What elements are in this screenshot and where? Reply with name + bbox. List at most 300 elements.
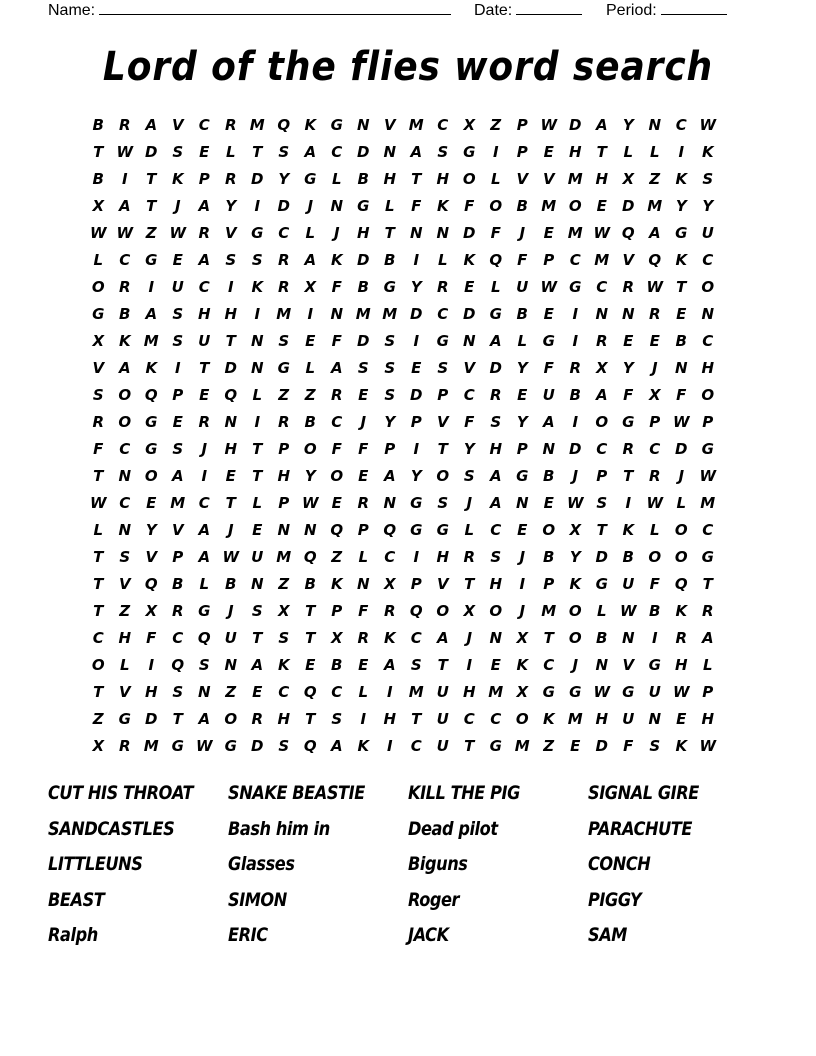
- grid-letter[interactable]: L: [358, 683, 369, 701]
- grid-letter[interactable]: Q: [303, 548, 317, 566]
- grid-letter[interactable]: R: [595, 332, 608, 350]
- grid-letter[interactable]: E: [464, 278, 475, 296]
- grid-letter[interactable]: O: [674, 548, 688, 566]
- grid-letter[interactable]: L: [358, 548, 369, 566]
- grid-letter[interactable]: H: [277, 710, 291, 728]
- grid-letter[interactable]: M: [594, 251, 610, 269]
- grid-letter[interactable]: N: [436, 224, 450, 242]
- grid-letter[interactable]: I: [148, 656, 155, 674]
- grid-letter[interactable]: E: [676, 305, 687, 323]
- grid-letter[interactable]: O: [568, 197, 582, 215]
- grid-letter[interactable]: S: [251, 251, 263, 269]
- grid-letter[interactable]: X: [145, 602, 158, 620]
- grid-letter[interactable]: U: [251, 548, 264, 566]
- grid-letter[interactable]: A: [595, 386, 608, 404]
- grid-letter[interactable]: A: [436, 629, 449, 647]
- grid-letter[interactable]: K: [251, 278, 264, 296]
- grid-letter[interactable]: C: [172, 629, 184, 647]
- grid-letter[interactable]: W: [169, 224, 187, 242]
- grid-letter[interactable]: Q: [144, 575, 158, 593]
- grid-letter[interactable]: I: [519, 575, 526, 593]
- grid-letter[interactable]: L: [252, 494, 263, 512]
- grid-letter[interactable]: V: [92, 359, 105, 377]
- grid-letter[interactable]: G: [330, 116, 343, 134]
- grid-letter[interactable]: E: [172, 251, 183, 269]
- grid-letter[interactable]: H: [224, 440, 238, 458]
- grid-letter[interactable]: J: [466, 494, 473, 512]
- grid-letter[interactable]: R: [569, 359, 582, 377]
- grid-letter[interactable]: H: [462, 683, 476, 701]
- grid-letter[interactable]: R: [622, 440, 635, 458]
- grid-letter[interactable]: S: [278, 143, 290, 161]
- date-field[interactable]: [474, 0, 582, 20]
- grid-letter[interactable]: A: [595, 116, 608, 134]
- grid-letter[interactable]: O: [118, 413, 132, 431]
- grid-letter[interactable]: B: [304, 413, 316, 431]
- grid-letter[interactable]: V: [118, 575, 131, 593]
- grid-letter[interactable]: G: [251, 224, 264, 242]
- grid-letter[interactable]: I: [386, 737, 393, 755]
- grid-letter[interactable]: P: [172, 386, 184, 404]
- grid-letter[interactable]: C: [119, 440, 131, 458]
- grid-letter[interactable]: Y: [702, 197, 714, 215]
- grid-letter[interactable]: V: [171, 521, 184, 539]
- grid-letter[interactable]: V: [436, 575, 449, 593]
- grid-letter[interactable]: R: [675, 629, 688, 647]
- grid-letter[interactable]: L: [119, 656, 130, 674]
- grid-letter[interactable]: N: [621, 305, 635, 323]
- grid-letter[interactable]: N: [409, 224, 423, 242]
- grid-letter[interactable]: V: [542, 170, 555, 188]
- grid-letter[interactable]: B: [92, 170, 104, 188]
- grid-letter[interactable]: J: [201, 440, 208, 458]
- grid-letter[interactable]: N: [224, 413, 238, 431]
- grid-letter[interactable]: E: [411, 359, 422, 377]
- grid-letter[interactable]: E: [543, 143, 554, 161]
- grid-letter[interactable]: A: [171, 467, 184, 485]
- grid-letter[interactable]: A: [542, 413, 555, 431]
- grid-letter[interactable]: V: [622, 656, 635, 674]
- grid-letter[interactable]: Q: [383, 521, 397, 539]
- grid-letter[interactable]: M: [700, 494, 716, 512]
- grid-letter[interactable]: C: [198, 494, 210, 512]
- grid-letter[interactable]: T: [411, 710, 422, 728]
- grid-letter[interactable]: P: [172, 548, 184, 566]
- grid-letter[interactable]: I: [254, 413, 261, 431]
- grid-letter[interactable]: G: [622, 683, 635, 701]
- grid-letter[interactable]: S: [198, 656, 210, 674]
- grid-letter[interactable]: N: [303, 521, 317, 539]
- grid-letter[interactable]: K: [516, 656, 529, 674]
- grid-letter[interactable]: M: [276, 548, 292, 566]
- grid-letter[interactable]: T: [543, 629, 554, 647]
- grid-letter[interactable]: A: [330, 359, 343, 377]
- grid-letter[interactable]: X: [595, 359, 608, 377]
- grid-letter[interactable]: Z: [145, 224, 157, 242]
- grid-letter[interactable]: O: [648, 548, 662, 566]
- grid-letter[interactable]: B: [357, 278, 369, 296]
- grid-letter[interactable]: M: [567, 224, 583, 242]
- grid-letter[interactable]: N: [330, 197, 344, 215]
- grid-letter[interactable]: P: [702, 683, 714, 701]
- grid-letter[interactable]: Y: [384, 413, 396, 431]
- grid-letter[interactable]: H: [144, 683, 158, 701]
- grid-letter[interactable]: R: [171, 602, 184, 620]
- grid-letter[interactable]: C: [596, 278, 608, 296]
- grid-letter[interactable]: A: [489, 467, 502, 485]
- grid-letter[interactable]: B: [596, 629, 608, 647]
- grid-letter[interactable]: B: [675, 332, 687, 350]
- grid-letter[interactable]: V: [118, 683, 131, 701]
- grid-letter[interactable]: I: [651, 629, 658, 647]
- grid-letter[interactable]: R: [118, 278, 131, 296]
- grid-letter[interactable]: I: [572, 305, 579, 323]
- grid-letter[interactable]: E: [146, 494, 157, 512]
- grid-letter[interactable]: D: [622, 197, 635, 215]
- grid-letter[interactable]: D: [357, 143, 370, 161]
- grid-letter[interactable]: O: [118, 386, 132, 404]
- grid-letter[interactable]: O: [462, 170, 476, 188]
- grid-letter[interactable]: P: [198, 170, 210, 188]
- grid-letter[interactable]: K: [542, 710, 555, 728]
- grid-letter[interactable]: G: [648, 656, 661, 674]
- grid-letter[interactable]: J: [519, 548, 526, 566]
- grid-letter[interactable]: G: [701, 548, 714, 566]
- grid-letter[interactable]: K: [436, 197, 449, 215]
- grid-letter[interactable]: R: [277, 413, 290, 431]
- grid-letter[interactable]: K: [277, 656, 290, 674]
- grid-letter[interactable]: F: [517, 251, 528, 269]
- grid-letter[interactable]: S: [384, 386, 396, 404]
- grid-letter[interactable]: X: [516, 629, 529, 647]
- grid-letter[interactable]: R: [463, 548, 476, 566]
- grid-letter[interactable]: I: [492, 143, 499, 161]
- grid-letter[interactable]: L: [490, 170, 501, 188]
- grid-letter[interactable]: C: [331, 683, 343, 701]
- grid-letter[interactable]: F: [358, 440, 369, 458]
- grid-letter[interactable]: W: [672, 683, 690, 701]
- grid-letter[interactable]: S: [437, 143, 449, 161]
- grid-letter[interactable]: A: [118, 359, 131, 377]
- grid-letter[interactable]: V: [383, 116, 396, 134]
- grid-letter[interactable]: A: [145, 305, 158, 323]
- grid-letter[interactable]: M: [541, 197, 557, 215]
- grid-letter[interactable]: E: [623, 332, 634, 350]
- grid-letter[interactable]: Z: [304, 386, 316, 404]
- grid-letter[interactable]: F: [331, 278, 342, 296]
- grid-letter[interactable]: W: [672, 413, 690, 431]
- grid-letter[interactable]: J: [572, 656, 579, 674]
- grid-letter[interactable]: A: [304, 143, 317, 161]
- grid-letter[interactable]: N: [383, 143, 397, 161]
- grid-letter[interactable]: T: [437, 656, 448, 674]
- grid-letter[interactable]: I: [466, 656, 473, 674]
- grid-letter[interactable]: U: [436, 737, 449, 755]
- grid-letter[interactable]: A: [145, 116, 158, 134]
- grid-letter[interactable]: F: [464, 197, 475, 215]
- grid-letter[interactable]: T: [384, 224, 395, 242]
- grid-letter[interactable]: R: [251, 710, 264, 728]
- grid-letter[interactable]: G: [410, 494, 423, 512]
- grid-letter[interactable]: H: [436, 548, 450, 566]
- grid-letter[interactable]: J: [227, 602, 234, 620]
- grid-letter[interactable]: W: [116, 224, 134, 242]
- grid-letter[interactable]: E: [517, 386, 528, 404]
- grid-letter[interactable]: K: [463, 251, 476, 269]
- grid-letter[interactable]: F: [411, 197, 422, 215]
- grid-letter[interactable]: E: [543, 494, 554, 512]
- grid-letter[interactable]: S: [649, 737, 661, 755]
- grid-letter[interactable]: G: [489, 737, 502, 755]
- grid-letter[interactable]: B: [569, 386, 581, 404]
- grid-letter[interactable]: K: [171, 170, 184, 188]
- grid-letter[interactable]: F: [146, 629, 157, 647]
- grid-letter[interactable]: A: [648, 224, 661, 242]
- grid-letter[interactable]: R: [648, 467, 661, 485]
- grid-letter[interactable]: R: [224, 116, 237, 134]
- grid-letter[interactable]: P: [410, 575, 422, 593]
- grid-letter[interactable]: N: [648, 710, 662, 728]
- grid-letter[interactable]: T: [305, 710, 316, 728]
- grid-letter[interactable]: T: [252, 629, 263, 647]
- grid-letter[interactable]: R: [436, 278, 449, 296]
- grid-letter[interactable]: Z: [119, 602, 131, 620]
- grid-letter[interactable]: I: [413, 440, 420, 458]
- grid-letter[interactable]: R: [357, 629, 370, 647]
- grid-letter[interactable]: F: [358, 602, 369, 620]
- grid-letter[interactable]: O: [489, 602, 503, 620]
- grid-letter[interactable]: Q: [171, 656, 185, 674]
- grid-letter[interactable]: O: [568, 629, 582, 647]
- grid-letter[interactable]: G: [304, 170, 317, 188]
- grid-letter[interactable]: Q: [197, 629, 211, 647]
- grid-letter[interactable]: U: [648, 683, 661, 701]
- grid-letter[interactable]: O: [436, 602, 450, 620]
- grid-letter[interactable]: W: [646, 494, 664, 512]
- grid-letter[interactable]: X: [569, 521, 582, 539]
- grid-letter[interactable]: H: [489, 440, 503, 458]
- grid-letter[interactable]: C: [649, 440, 661, 458]
- grid-letter[interactable]: Q: [303, 683, 317, 701]
- grid-letter[interactable]: U: [701, 224, 714, 242]
- grid-letter[interactable]: L: [305, 224, 316, 242]
- grid-letter[interactable]: G: [383, 278, 396, 296]
- grid-letter[interactable]: S: [251, 602, 263, 620]
- grid-letter[interactable]: S: [119, 548, 131, 566]
- grid-letter[interactable]: E: [358, 386, 369, 404]
- grid-letter[interactable]: T: [596, 143, 607, 161]
- grid-letter[interactable]: D: [145, 710, 158, 728]
- grid-letter[interactable]: N: [515, 494, 529, 512]
- grid-letter[interactable]: D: [277, 197, 290, 215]
- grid-letter[interactable]: L: [517, 332, 528, 350]
- grid-letter[interactable]: Z: [649, 170, 661, 188]
- grid-letter[interactable]: K: [145, 359, 158, 377]
- grid-letter[interactable]: T: [252, 440, 263, 458]
- grid-letter[interactable]: T: [93, 683, 104, 701]
- grid-letter[interactable]: M: [355, 305, 371, 323]
- grid-letter[interactable]: T: [702, 575, 713, 593]
- grid-letter[interactable]: R: [198, 224, 211, 242]
- grid-letter[interactable]: G: [463, 143, 476, 161]
- grid-letter[interactable]: P: [702, 413, 714, 431]
- grid-letter[interactable]: R: [92, 413, 105, 431]
- grid-letter[interactable]: T: [225, 332, 236, 350]
- grid-letter[interactable]: G: [436, 332, 449, 350]
- grid-letter[interactable]: P: [384, 440, 396, 458]
- grid-letter[interactable]: I: [413, 251, 420, 269]
- grid-letter[interactable]: O: [91, 656, 105, 674]
- grid-letter[interactable]: K: [675, 737, 688, 755]
- grid-letter[interactable]: W: [619, 602, 637, 620]
- grid-letter[interactable]: C: [490, 710, 502, 728]
- grid-letter[interactable]: X: [92, 737, 105, 755]
- grid-letter[interactable]: A: [198, 548, 211, 566]
- grid-letter[interactable]: O: [542, 521, 556, 539]
- grid-letter[interactable]: A: [489, 494, 502, 512]
- grid-letter[interactable]: C: [410, 737, 422, 755]
- grid-letter[interactable]: Y: [225, 197, 237, 215]
- grid-letter[interactable]: Z: [490, 116, 502, 134]
- grid-letter[interactable]: T: [93, 467, 104, 485]
- grid-letter[interactable]: E: [358, 656, 369, 674]
- grid-letter[interactable]: M: [276, 305, 292, 323]
- period-field[interactable]: [606, 0, 727, 20]
- grid-letter[interactable]: U: [622, 710, 635, 728]
- grid-letter[interactable]: G: [92, 305, 105, 323]
- grid-letter[interactable]: E: [543, 305, 554, 323]
- grid-letter[interactable]: K: [701, 143, 714, 161]
- grid-letter[interactable]: G: [542, 683, 555, 701]
- grid-letter[interactable]: R: [383, 602, 396, 620]
- grid-letter[interactable]: L: [305, 359, 316, 377]
- grid-letter[interactable]: Y: [463, 440, 475, 458]
- grid-letter[interactable]: D: [569, 116, 582, 134]
- grid-letter[interactable]: H: [118, 629, 132, 647]
- grid-letter[interactable]: G: [675, 224, 688, 242]
- grid-letter[interactable]: G: [277, 359, 290, 377]
- grid-letter[interactable]: D: [463, 305, 476, 323]
- grid-letter[interactable]: O: [674, 521, 688, 539]
- grid-letter[interactable]: B: [331, 656, 343, 674]
- grid-letter[interactable]: N: [489, 629, 503, 647]
- grid-letter[interactable]: J: [572, 467, 579, 485]
- grid-letter[interactable]: G: [145, 251, 158, 269]
- grid-letter[interactable]: J: [678, 467, 685, 485]
- grid-letter[interactable]: M: [170, 494, 186, 512]
- grid-letter[interactable]: F: [649, 575, 660, 593]
- grid-letter[interactable]: L: [93, 251, 104, 269]
- grid-letter[interactable]: A: [198, 521, 211, 539]
- grid-letter[interactable]: T: [146, 170, 157, 188]
- grid-letter[interactable]: O: [595, 413, 609, 431]
- grid-letter[interactable]: T: [437, 440, 448, 458]
- grid-letter[interactable]: X: [92, 197, 105, 215]
- grid-letter[interactable]: U: [224, 629, 237, 647]
- grid-letter[interactable]: W: [566, 494, 584, 512]
- grid-letter[interactable]: C: [463, 710, 475, 728]
- grid-letter[interactable]: M: [541, 602, 557, 620]
- grid-letter[interactable]: B: [225, 575, 237, 593]
- grid-letter[interactable]: E: [490, 656, 501, 674]
- grid-letter[interactable]: N: [330, 305, 344, 323]
- grid-letter[interactable]: N: [118, 467, 132, 485]
- grid-letter[interactable]: O: [489, 197, 503, 215]
- grid-letter[interactable]: Z: [225, 683, 237, 701]
- grid-letter[interactable]: C: [675, 116, 687, 134]
- grid-letter[interactable]: L: [649, 521, 660, 539]
- grid-letter[interactable]: W: [301, 494, 319, 512]
- grid-letter[interactable]: G: [171, 737, 184, 755]
- grid-letter[interactable]: C: [119, 251, 131, 269]
- grid-letter[interactable]: N: [250, 359, 264, 377]
- grid-letter[interactable]: U: [171, 278, 184, 296]
- grid-letter[interactable]: I: [572, 332, 579, 350]
- grid-letter[interactable]: C: [278, 224, 290, 242]
- grid-letter[interactable]: X: [648, 386, 661, 404]
- grid-letter[interactable]: I: [413, 548, 420, 566]
- grid-letter[interactable]: X: [463, 602, 476, 620]
- grid-letter[interactable]: S: [92, 386, 104, 404]
- grid-letter[interactable]: S: [490, 413, 502, 431]
- grid-letter[interactable]: I: [572, 413, 579, 431]
- grid-letter[interactable]: O: [144, 467, 158, 485]
- grid-letter[interactable]: Q: [674, 575, 688, 593]
- grid-letter[interactable]: W: [222, 548, 240, 566]
- name-field[interactable]: [48, 0, 451, 20]
- grid-letter[interactable]: A: [383, 467, 396, 485]
- grid-letter[interactable]: N: [356, 575, 370, 593]
- grid-letter[interactable]: A: [198, 197, 211, 215]
- grid-letter[interactable]: I: [201, 467, 208, 485]
- grid-letter[interactable]: D: [463, 224, 476, 242]
- grid-letter[interactable]: T: [464, 737, 475, 755]
- grid-letter[interactable]: T: [464, 575, 475, 593]
- grid-letter[interactable]: D: [357, 332, 370, 350]
- grid-letter[interactable]: Y: [516, 359, 528, 377]
- grid-letter[interactable]: U: [436, 710, 449, 728]
- grid-letter[interactable]: W: [116, 143, 134, 161]
- grid-letter[interactable]: Q: [648, 251, 662, 269]
- grid-letter[interactable]: F: [543, 359, 554, 377]
- grid-letter[interactable]: Y: [675, 197, 687, 215]
- grid-letter[interactable]: Y: [410, 278, 422, 296]
- grid-letter[interactable]: R: [330, 386, 343, 404]
- grid-letter[interactable]: G: [436, 521, 449, 539]
- grid-letter[interactable]: Z: [331, 548, 343, 566]
- grid-letter[interactable]: A: [330, 737, 343, 755]
- grid-letter[interactable]: T: [172, 710, 183, 728]
- grid-letter[interactable]: X: [383, 575, 396, 593]
- grid-letter[interactable]: U: [516, 278, 529, 296]
- grid-letter[interactable]: H: [489, 575, 503, 593]
- grid-letter[interactable]: I: [121, 170, 128, 188]
- grid-letter[interactable]: T: [305, 602, 316, 620]
- grid-letter[interactable]: S: [410, 656, 422, 674]
- grid-letter[interactable]: I: [625, 494, 632, 512]
- grid-letter[interactable]: D: [251, 737, 264, 755]
- grid-letter[interactable]: G: [489, 305, 502, 323]
- grid-letter[interactable]: K: [675, 170, 688, 188]
- grid-letter[interactable]: M: [249, 116, 265, 134]
- grid-letter[interactable]: L: [676, 494, 687, 512]
- grid-letter[interactable]: D: [675, 440, 688, 458]
- grid-letter[interactable]: N: [595, 305, 609, 323]
- grid-letter[interactable]: E: [596, 197, 607, 215]
- grid-letter[interactable]: N: [250, 575, 264, 593]
- grid-letter[interactable]: U: [436, 683, 449, 701]
- grid-letter[interactable]: A: [251, 656, 264, 674]
